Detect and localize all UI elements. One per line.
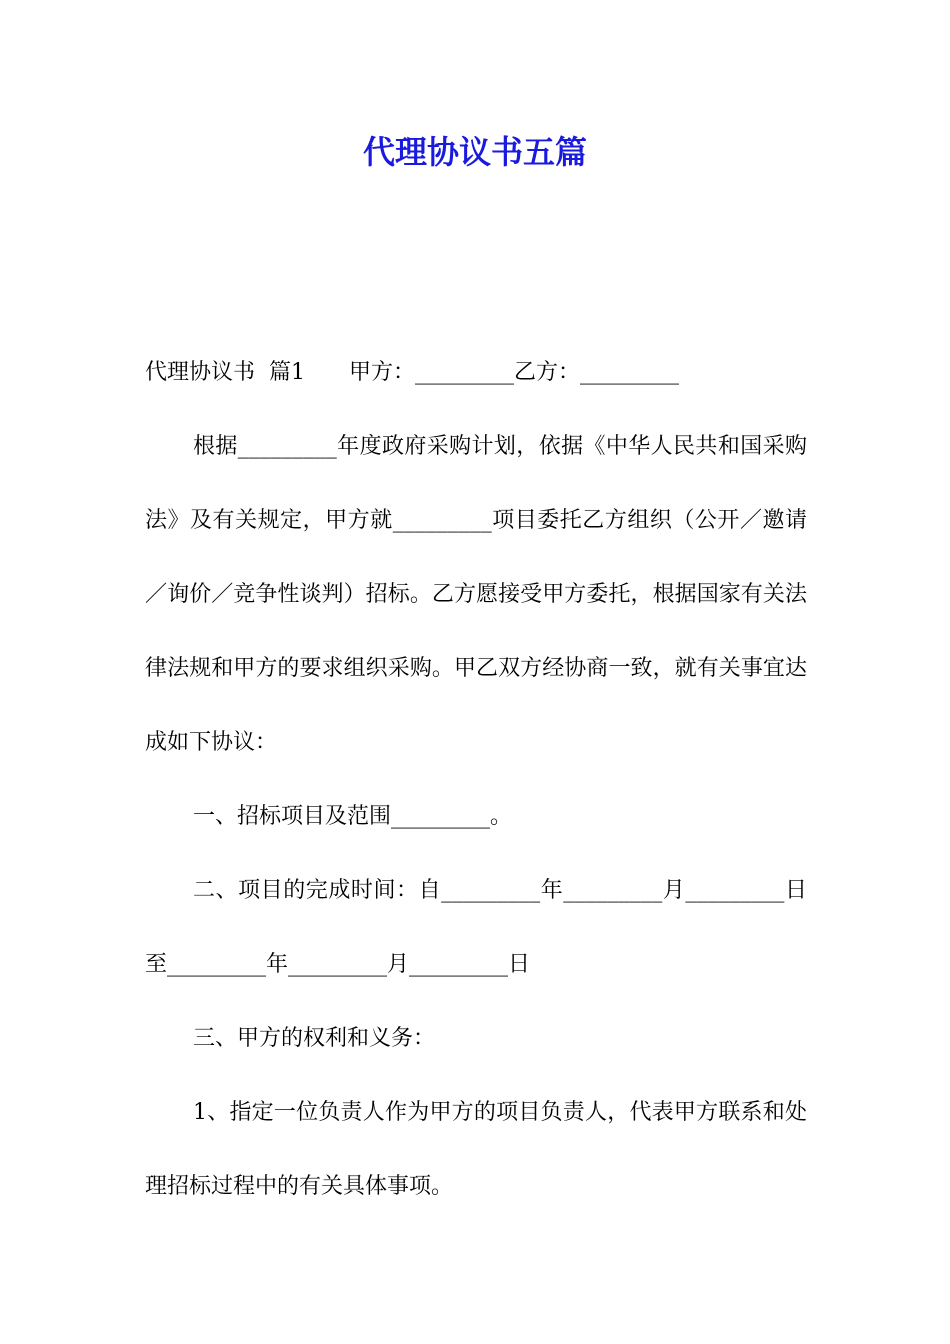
paragraph-clause-2: 二、项目的完成时间：自_________年_________月_________日至_________年_________月_________日 <box>145 878 807 977</box>
paragraph-header: 代理协议书 篇1 甲方：_________乙方：_________ <box>145 360 679 385</box>
paragraph-intro: 根据_________年度政府采购计划，依据《中华人民共和国采购法》及有关规定，甲方就_________项目委托乙方组织（公开／邀请／询价／竞争性谈判）招标。乙方愿接受甲方委托，根据国家有关法律法规和甲方的要求组织采购。甲乙双方经协商一致，就有关事宜达成如下协议： <box>145 434 807 755</box>
paragraph-clause-1: 一、招标项目及范围_________。 <box>193 804 513 829</box>
document-body <box>145 336 807 1224</box>
document-title: 代理协议书五篇 <box>362 133 587 171</box>
paragraph-item-1: 1、指定一位负责人作为甲方的项目负责人，代表甲方联系和处理招标过程中的有关具体事项。 <box>145 1100 807 1199</box>
paragraph-clause-3: 三、甲方的权利和义务： <box>193 1026 436 1051</box>
